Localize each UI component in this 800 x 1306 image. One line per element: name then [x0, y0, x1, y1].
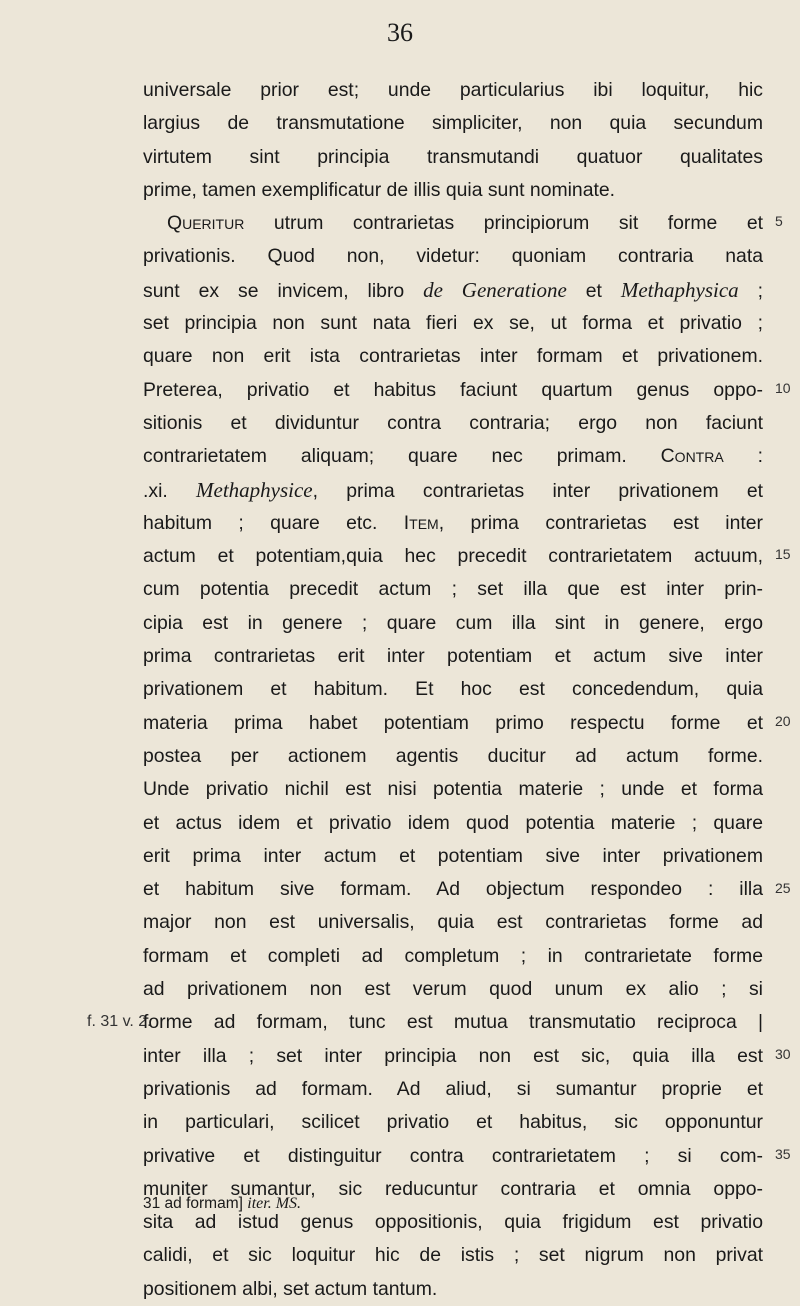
text-line: set principia non sunt nata fieri ex se, ut forma et privatio ; [143, 312, 763, 335]
text-line: inter illa ; set inter principia non est sic, quia illa est [143, 1044, 763, 1067]
text-line: largius de transmutatione simpliciter, non quia secundum [143, 112, 763, 135]
text-line: privationis ad formam. Ad aliud, si sumantur proprie et [143, 1077, 763, 1100]
text-line: cum potentia precedit actum ; set illa que est inter prin- [143, 578, 763, 601]
small-caps-word: Contra [660, 445, 724, 468]
text-line: major non est universalis, quia est contrarietas forme ad [143, 911, 763, 934]
text-line: prima contrarietas erit inter potentiam et actum sive inter [143, 645, 763, 668]
text-line: Preterea, privatio et habitus faciunt quartum genus oppo- [143, 378, 763, 401]
text-line: virtutem sint principia transmutandi quatuor qualitates [143, 145, 763, 168]
text-line: sunt ex se invicem, libro de Generatione et Methaphysica ; [143, 277, 763, 302]
text-line: Queritur utrum contrarietas principiorum sit forme et [167, 212, 763, 235]
text-line: erit prima inter actum et potentiam sive inter privationem [143, 844, 763, 867]
text-line: calidi, et sic loquitur hic de istis ; set nigrum non privat [143, 1244, 763, 1267]
text-line: formam et completi ad completum ; in contrarietate forme [143, 944, 763, 967]
line-number-15: 15 [775, 546, 791, 562]
italic-title: de Generatione [423, 277, 567, 302]
text-line: et actus idem et privatio idem quod potentia materie ; quare [143, 811, 763, 834]
body-text [143, 74, 763, 1306]
text-line: sita ad istud genus oppositionis, quia frigidum est privatio [143, 1211, 763, 1234]
text-line: postea per actionem agentis ducitur ad actum forme. [143, 744, 763, 767]
small-caps-word: Queritur [167, 212, 245, 235]
text-line: habitum ; quare etc. Item, prima contrarietas est inter [143, 511, 763, 534]
text-line: sitionis et dividuntur contra contraria; ergo non faciunt [143, 411, 763, 434]
line-number-30: 30 [775, 1046, 791, 1062]
text-line: prime, tamen exemplificatur de illis quia sunt nominate. [143, 178, 616, 201]
italic-title: Methaphysica [620, 277, 739, 302]
text-line: universale prior est; unde particularius ibi loquitur, hic [143, 79, 763, 101]
text-line: privative et distinguitur contra contrarietatem ; si com- [143, 1144, 763, 1167]
text-line: privationem et habitum. Et hoc est concedendum, quia [143, 678, 763, 701]
text-line: cipia est in genere ; quare cum illa sint in genere, ergo [143, 611, 763, 634]
footnote: 31 ad formam] iter. MS. [143, 1195, 302, 1212]
text-line: in particulari, scilicet privatio et habitus, sic opponuntur [143, 1111, 763, 1134]
line-number-25: 25 [775, 880, 791, 896]
text-line: muniter sumantur, sic reducuntur contraria et omnia oppo- [143, 1177, 763, 1200]
text-line: positionem albi, set actum tantum. [143, 1277, 438, 1300]
text-line: materia prima habet potentiam primo respectu forme et [143, 711, 763, 734]
text-line: ad privationem non est verum quod unum ex alio ; si [143, 978, 763, 1001]
text-line: quare non erit ista contrarietas inter formam et privationem. [143, 345, 763, 368]
italic-title: Methaphysice [196, 477, 313, 502]
footnote-italic: iter. MS. [247, 1195, 302, 1212]
line-number-35: 35 [775, 1146, 791, 1162]
text-line: et habitum sive formam. Ad objectum respondeo : illa [143, 878, 763, 901]
line-number-5: 5 [775, 213, 783, 229]
text-line: contrarietatem aliquam; quare nec primam. Contra : [143, 445, 763, 468]
text-line: .xi. Methaphysice, prima contrarietas inter privationem et [143, 477, 763, 502]
page-number: 36 [387, 18, 413, 47]
line-number-10: 10 [775, 380, 791, 396]
line-number-20: 20 [775, 713, 791, 729]
small-caps-word: Item [403, 511, 439, 534]
text-line: actum et potentiam,quia hec precedit contrarietatem actuum, [143, 545, 763, 568]
text-line: Unde privatio nichil est nisi potentia materie ; unde et forma [143, 778, 763, 801]
folio-note: f. 31 v. 2. [87, 1013, 152, 1030]
text-line: privationis. Quod non, videtur: quoniam contraria nata [143, 245, 763, 268]
text-line: forme ad formam, tunc est mutua transmutatio reciproca | [143, 1011, 763, 1034]
